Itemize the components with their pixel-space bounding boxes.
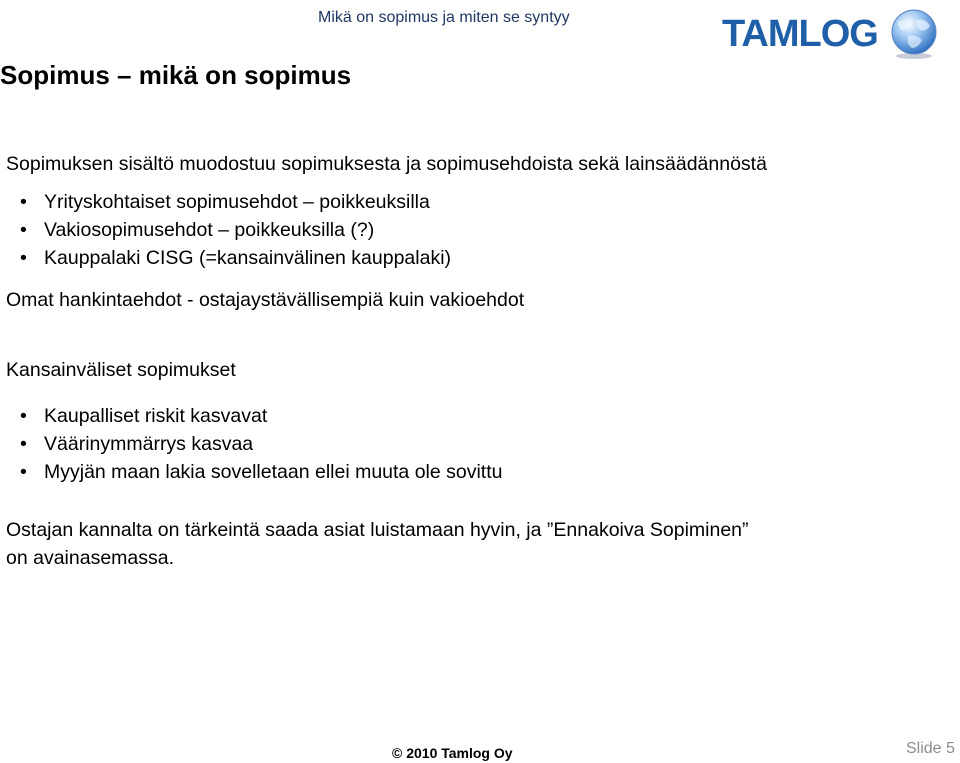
bullet-item xyxy=(20,405,267,428)
bullet-text: Yrityskohtaiset sopimusehdot – poikkeuksilla xyxy=(44,191,430,213)
footer-copyright: © 2010 Tamlog Oy xyxy=(392,745,513,761)
bullet-text: Kauppalaki CISG (=kansainvälinen kauppalaki) xyxy=(44,247,452,269)
closing-text-line-1: Ostajan kannalta on tärkeintä saada asiat luistamaan hyvin, ja ”Ennakoiva Sopiminen” xyxy=(6,519,749,541)
globe-icon xyxy=(888,8,940,60)
bullet-dot: • xyxy=(20,461,27,483)
slide-number: Slide 5 xyxy=(906,740,955,757)
bullet-text: Kaupalliset riskit kasvavat xyxy=(44,405,268,427)
intro-text: Sopimuksen sisältö muodostuu sopimuksesta ja sopimusehdoista sekä lainsäädännöstä xyxy=(6,153,767,175)
bullet-text: Vakiosopimusehdot – poikkeuksilla (?) xyxy=(44,219,375,241)
bullet-item xyxy=(20,433,253,456)
bullet-dot: • xyxy=(20,433,27,455)
bullet-dot: • xyxy=(20,191,27,213)
page-title: Sopimus – mikä on sopimus xyxy=(0,60,352,90)
closing-text-line-2: on avainasemassa. xyxy=(6,547,175,569)
logo-text: TAMLOG xyxy=(722,12,878,55)
bullet-item xyxy=(20,219,374,242)
bullet-text: Myyjän maan lakia sovelletaan ellei muuta ole sovittu xyxy=(44,461,503,483)
bullet-dot: • xyxy=(20,405,27,427)
bullet-dot: • xyxy=(20,247,27,269)
logo xyxy=(722,8,940,60)
bullet-dot: • xyxy=(20,219,27,241)
header-title: Mikä on sopimus ja miten se syntyy xyxy=(318,9,570,26)
bullet-item xyxy=(20,247,451,270)
bullet-text: Väärinymmärrys kasvaa xyxy=(44,433,254,455)
section-heading: Kansainväliset sopimukset xyxy=(6,359,236,381)
bullet-item xyxy=(20,461,503,484)
arrow-note: Omat hankintaehdot - ostajaystävällisempiä kuin vakioehdot xyxy=(6,289,525,311)
bullet-item xyxy=(20,191,430,214)
